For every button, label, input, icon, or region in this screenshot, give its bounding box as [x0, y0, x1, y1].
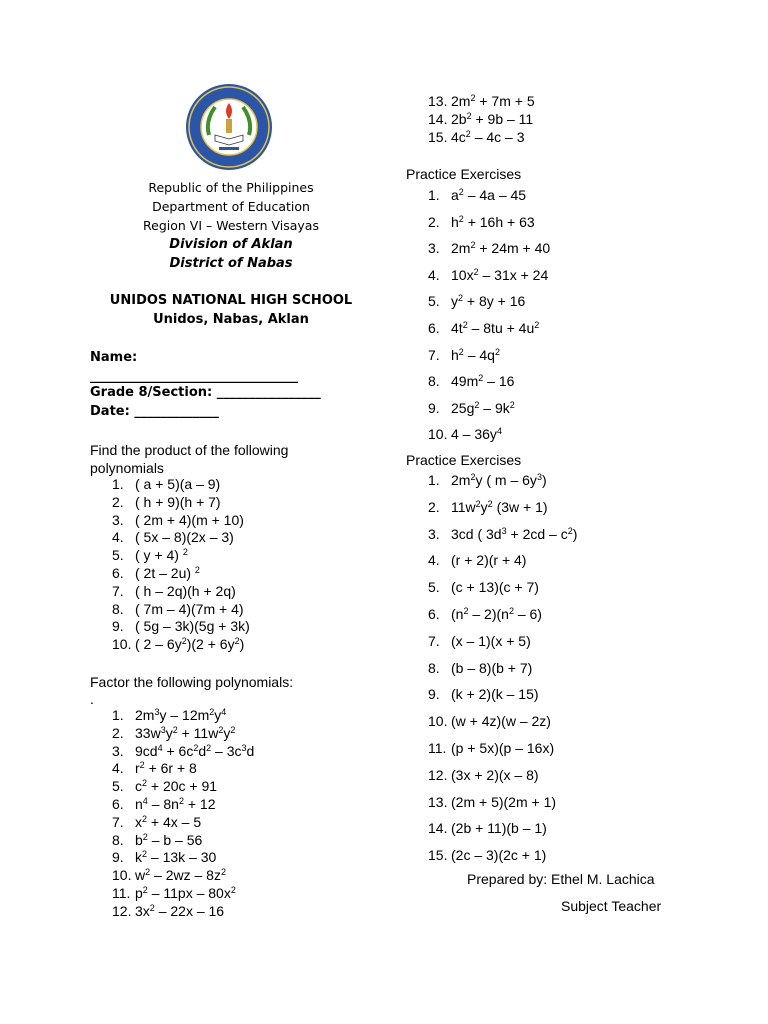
practice-2-item-text: $2m^2y$ ( m – $6y^3$) [451, 472, 547, 488]
practice-2-item-number: 2. [428, 498, 440, 515]
practice-1-item-text: $y^2 + 8y + 16$ [451, 293, 526, 310]
grade-section-field: Grade 8/Section: ________________ [90, 385, 321, 400]
practice-1-item-number: 7. [428, 346, 440, 363]
practice-2-item-number: 14. [428, 820, 448, 837]
product-item [90, 583, 250, 601]
factor-item-number: 14. [428, 110, 448, 127]
name-field: Name: ________________________________ [90, 350, 298, 384]
product-item-number: 3. [112, 511, 124, 528]
factor-item-number: 9. [112, 849, 124, 866]
product-item-text: ( 7m – 4)(7m + 4) [135, 600, 244, 617]
practice-1-item-text: $4 - 36y^4$ [451, 426, 502, 443]
product-item-number: 1. [112, 476, 124, 492]
product-item-number: 5. [112, 547, 124, 564]
factor-item [90, 707, 254, 725]
practice-2-item-number: 10. [428, 713, 448, 730]
practice-2-list [406, 467, 577, 869]
header-region: Region VI – Western Visayas [143, 218, 319, 233]
practice-2-item [406, 842, 577, 869]
practice-1-item [406, 342, 550, 369]
factor-item-number: 2. [112, 724, 124, 741]
practice-1-item-text: $10x^2 - 31x + 24$ [451, 266, 549, 283]
practice-1-item-text: $25g^2 - 9k^2$ [451, 399, 515, 416]
practice-2-item-text: (x – 1)(x + 5) [451, 632, 531, 649]
practice-2-item [406, 628, 577, 655]
factor-item-number: 15. [428, 128, 448, 145]
factor-item [90, 725, 254, 743]
practice-2-item-number: 15. [428, 847, 448, 864]
practice-1-item-number: 6. [428, 319, 440, 336]
header-district: District of Nabas [169, 256, 293, 271]
section-factor-title: Factor the following polynomials: [90, 674, 294, 690]
product-item-text: ( $2 - 6y^2)(2 + 6y^2)$ [135, 636, 245, 653]
practice-1-item-text: $4t^2 - 8tu + 4u^2$ [451, 319, 540, 336]
product-item [90, 618, 250, 636]
practice-1-list [406, 182, 550, 448]
practice-2-item [406, 815, 577, 842]
product-item-text: ( y + 4) $^2$ [135, 547, 188, 564]
product-item-text: ( h + 9)(h + 7) [135, 493, 221, 510]
practice-2-item [406, 574, 577, 601]
header-country: Republic of the Philippines [148, 180, 314, 195]
factor-item [90, 778, 254, 796]
practice-2-item-number: 9. [428, 686, 440, 703]
practice-2-item [406, 601, 577, 628]
practice-1-item-text: $49m^2 - 16$ [451, 373, 515, 390]
practice-2-item-text: $11w^2y^2$ (3w + 1) [451, 498, 548, 515]
factor-item-text: $33w^3y^2 + 11w^2y^2$ [135, 724, 236, 741]
section-factor-dot: . [90, 691, 94, 707]
school-address: Unidos, Nabas, Aklan [153, 312, 309, 327]
product-item-text: ( 5g – 3k)(5g + 3k) [135, 618, 250, 635]
factor-item-number: 7. [112, 813, 124, 830]
factor-item [90, 814, 254, 832]
practice-1-item [406, 209, 550, 236]
product-item [90, 636, 250, 654]
factor-list-part1 [90, 707, 254, 921]
factor-item [90, 760, 254, 778]
header-department: Department of Education [152, 199, 310, 214]
practice-2-item-text: (c + 13)(c + 7) [451, 579, 539, 596]
subject-teacher: Subject Teacher [561, 898, 662, 914]
practice-1-item [406, 421, 550, 448]
factor-item-number: 4. [112, 760, 124, 777]
practice-2-item-text: (r + 2)(r + 4) [451, 552, 527, 569]
practice-2-item-number: 8. [428, 659, 440, 676]
practice-2-item-number: 3. [428, 525, 440, 542]
product-item-text: ( 2m + 4)(m + 10) [135, 511, 244, 528]
factor-item [406, 93, 535, 111]
practice-2-item-number: 13. [428, 793, 448, 810]
product-item-text: ( h – 2q)(h + 2q) [135, 582, 236, 599]
factor-item-text: $b^2$ – b – 56 [135, 831, 203, 848]
practice-2-item-number: 12. [428, 766, 448, 783]
practice-1-item [406, 395, 550, 422]
factor-item-number: 5. [112, 778, 124, 795]
factor-item-text: $w^2 - 2wz - 8z^2$ [135, 867, 226, 884]
factor-item-text: $2m^3y - 12m^2y^4$ [135, 707, 227, 723]
factor-item [90, 832, 254, 850]
practice-2-title: Practice Exercises [406, 452, 522, 468]
practice-2-item-text: (b – 8)(b + 7) [451, 659, 533, 676]
practice-2-item [406, 708, 577, 735]
header-division: Division of Aklan [169, 237, 293, 252]
practice-1-item [406, 368, 550, 395]
factor-item-text: $x^2 + 4x - 5$ [135, 813, 202, 830]
product-item-text: ( 2t – 2u) $^2$ [135, 564, 200, 581]
product-item [90, 547, 250, 565]
factor-item [90, 743, 254, 761]
factor-item-number: 11. [112, 884, 131, 901]
factor-item-number: 6. [112, 795, 124, 812]
practice-2-item-text: (2c – 3)(2c + 1) [451, 847, 547, 864]
practice-1-title: Practice Exercises [406, 166, 522, 182]
factor-item [406, 111, 535, 129]
practice-2-item [406, 762, 577, 789]
practice-1-item-number: 2. [428, 213, 440, 230]
practice-1-item-text: $2m^2 + 24m + 40$ [451, 240, 551, 257]
product-item-number: 7. [112, 582, 124, 599]
practice-1-item-text: $h^2 - 4q^2$ [451, 346, 500, 363]
product-list [90, 476, 250, 654]
practice-2-item-text: 3cd ( $3d^3 + 2cd - c^2$) [451, 525, 578, 542]
practice-1-item-number: 9. [428, 399, 440, 416]
practice-2-item [406, 735, 577, 762]
factor-item-number: 10. [112, 867, 132, 884]
practice-2-item [406, 521, 577, 548]
product-item-text: ( a + 5)(a – 9) [135, 476, 221, 492]
product-item [90, 565, 250, 583]
factor-list-part2 [406, 93, 535, 146]
practice-2-item-text: $(n^2 - 2)(n^2 - 6)$ [451, 605, 542, 622]
practice-2-item-text: (k + 2)(k – 15) [451, 686, 539, 703]
factor-item [90, 867, 254, 885]
practice-1-item [406, 262, 550, 289]
practice-1-item-number: 1. [428, 187, 440, 203]
practice-1-item-text: $a^2 - 4a - 45$ [451, 187, 527, 203]
school-name: UNIDOS NATIONAL HIGH SCHOOL [109, 293, 353, 308]
practice-1-item-number: 3. [428, 240, 440, 257]
school-seal-logo [185, 83, 273, 171]
factor-item-text: $3x^2 - 22x - 16$ [135, 902, 225, 919]
factor-item-text: $2b^2 + 9b - 11$ [451, 110, 534, 127]
factor-item-text: $9cd^4 + 6c^2d^2 - 3c^3d$ [135, 742, 255, 759]
factor-item-text: $2m^2 + 7m + 5$ [451, 93, 535, 109]
factor-item-number: 8. [112, 831, 124, 848]
product-item [90, 512, 250, 530]
practice-1-item-number: 4. [428, 266, 440, 283]
factor-item-text: $4c^2 - 4c - 3$ [451, 128, 525, 145]
factor-item [90, 849, 254, 867]
factor-item-text: $n^4 - 8n^2 + 12$ [135, 795, 216, 812]
practice-2-item-text: (w + 4z)(w – 2z) [451, 713, 551, 730]
practice-2-item-number: 6. [428, 605, 440, 622]
practice-1-item-number: 5. [428, 293, 440, 310]
factor-item [90, 796, 254, 814]
practice-2-item [406, 655, 577, 682]
factor-item-text: $r^2 + 6r + 8$ [135, 760, 197, 777]
product-item-number: 8. [112, 600, 124, 617]
practice-2-item [406, 494, 577, 521]
practice-1-item [406, 288, 550, 315]
practice-2-item [406, 547, 577, 574]
practice-2-item [406, 789, 577, 816]
practice-2-item-text: (2m + 5)(2m + 1) [451, 793, 557, 810]
product-item-number: 4. [112, 529, 124, 546]
practice-2-item-number: 5. [428, 579, 440, 596]
section-product-title: Find the product of the following polynomials [90, 442, 289, 476]
practice-2-item-text: (p + 5x)(p – 16x) [451, 739, 555, 756]
product-item-text: ( 5x – 8)(2x – 3) [135, 529, 234, 546]
practice-2-item-text: (2b + 11)(b – 1) [451, 820, 547, 837]
factor-item [90, 885, 254, 903]
product-item [90, 476, 250, 494]
factor-item-number: 12. [112, 902, 132, 919]
practice-2-item-number: 1. [428, 472, 440, 488]
factor-item-number: 3. [112, 742, 124, 759]
practice-2-item [406, 681, 577, 708]
practice-2-item-text: (3x + 2)(x – 8) [451, 766, 539, 783]
factor-item-number: 1. [112, 707, 124, 723]
product-item [90, 529, 250, 547]
product-item-number: 10. [112, 636, 132, 653]
factor-item-text: $c^2 + 20c + 91$ [135, 778, 218, 795]
practice-2-item-number: 11. [428, 739, 447, 756]
factor-item [90, 903, 254, 921]
product-item-number: 6. [112, 564, 124, 581]
practice-1-item [406, 235, 550, 262]
date-field: Date: _____________ [90, 404, 219, 419]
product-item [90, 494, 250, 512]
factor-item [406, 129, 535, 147]
product-item-number: 2. [112, 493, 124, 510]
practice-1-item [406, 182, 550, 209]
practice-2-item [406, 467, 577, 494]
practice-2-item-number: 4. [428, 552, 440, 569]
practice-1-item-text: $h^2 + 16h + 63$ [451, 213, 535, 230]
factor-item-number: 13. [428, 93, 448, 109]
product-item [90, 601, 250, 619]
product-item-number: 9. [112, 618, 124, 635]
practice-1-item-number: 10. [428, 426, 448, 443]
practice-1-item-number: 8. [428, 373, 440, 390]
prepared-by: Prepared by: Ethel M. Lachica [467, 871, 655, 887]
factor-item-text: $k^2 - 13k - 30$ [135, 849, 217, 866]
practice-2-item-number: 7. [428, 632, 440, 649]
practice-1-item [406, 315, 550, 342]
factor-item-text: $p^2 - 11px - 80x^2$ [135, 884, 236, 901]
